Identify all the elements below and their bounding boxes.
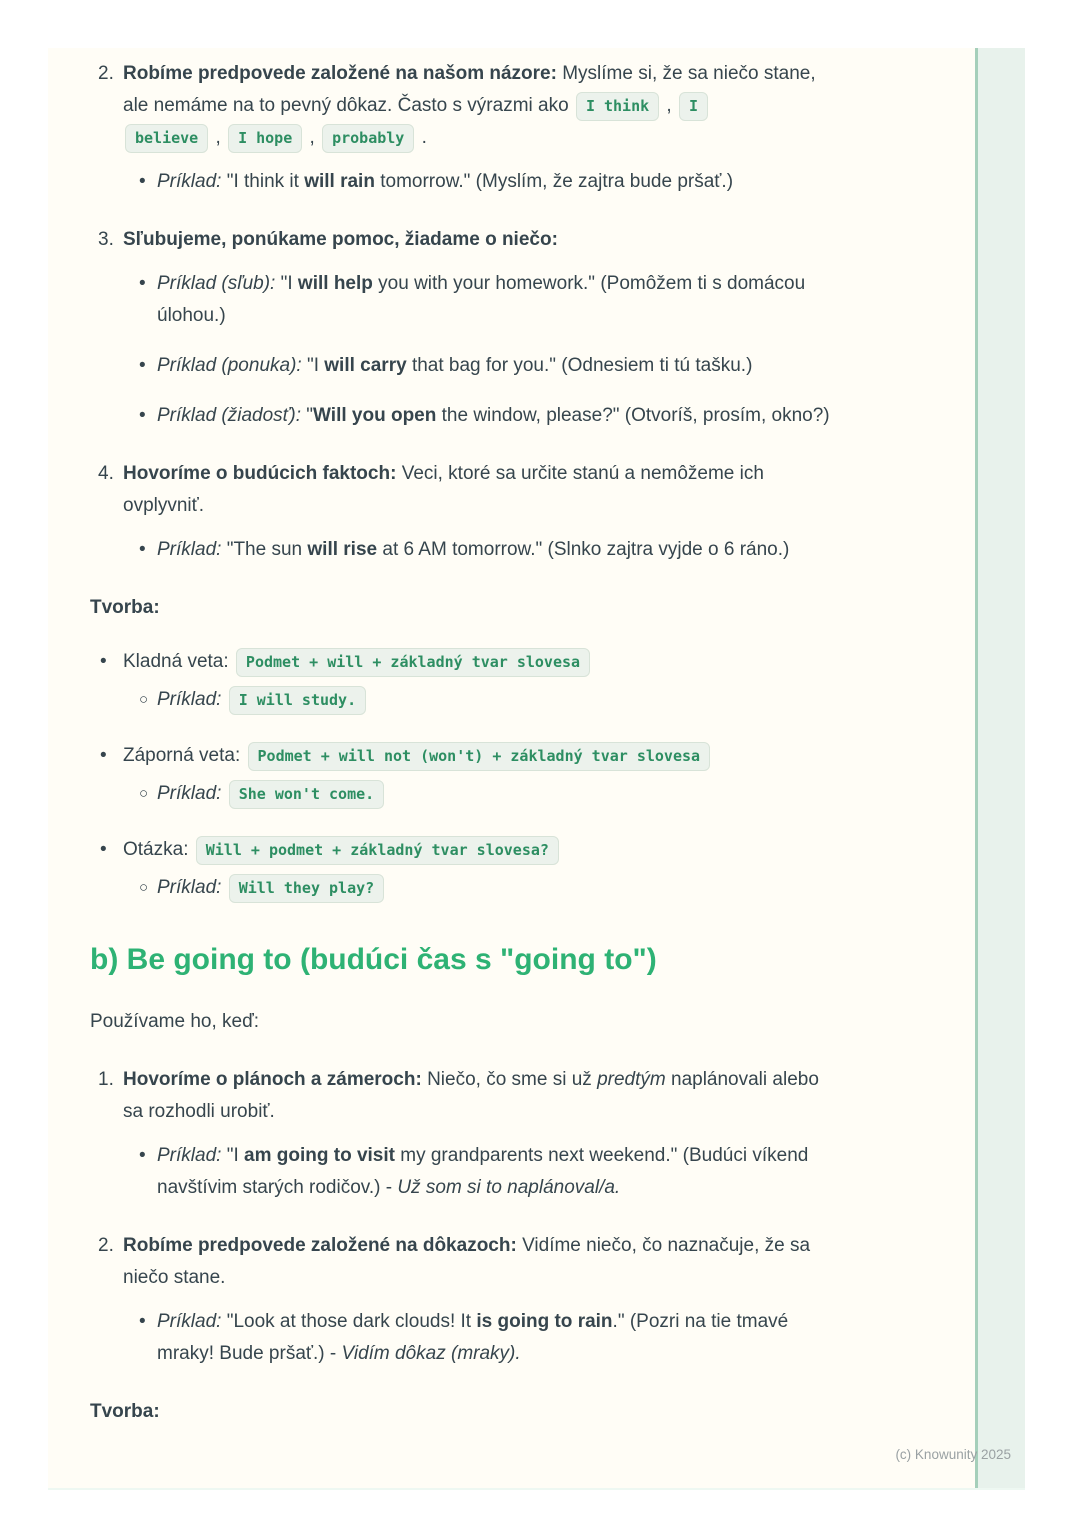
- example-item: [123, 1306, 832, 1370]
- example-label: Príklad:: [157, 1145, 222, 1166]
- bullet-marker: •: [100, 745, 107, 766]
- example-text: "I: [301, 355, 325, 376]
- item-body: Niečo, čo sme si už: [421, 1069, 598, 1090]
- list-item-3: [90, 224, 832, 432]
- example-item: [123, 268, 832, 332]
- page-content: [90, 58, 832, 1450]
- example-bold: will help: [297, 273, 373, 294]
- formula-item: [90, 646, 832, 716]
- bullet-marker: •: [139, 273, 146, 294]
- example-text: the window, please?" (Otvoríš, prosím, okno?): [436, 405, 830, 426]
- example-bold: is going to rain: [476, 1311, 613, 1332]
- circle-marker: ○: [139, 691, 149, 708]
- formula-example: [123, 872, 832, 904]
- code-chip: Will they play?: [229, 874, 384, 903]
- code-chip: I hope: [228, 124, 302, 153]
- tvorba-title: Tvorba:: [90, 1401, 160, 1422]
- section-heading: b) Be going to (budúci čas s "going to"): [90, 943, 657, 976]
- item-number: 1.: [98, 1069, 114, 1090]
- example-item: [123, 400, 832, 432]
- formula-chip: Podmet + will + základný tvar slovesa: [236, 648, 590, 677]
- will-usage-list: [90, 58, 832, 566]
- item-number: 2.: [98, 63, 114, 84]
- example-item: [123, 534, 832, 566]
- separator: ,: [661, 95, 677, 116]
- formula-item: [90, 834, 832, 904]
- code-chip: I: [679, 92, 708, 121]
- item-lead: Hovoríme o budúcich faktoch:: [123, 463, 397, 484]
- item-number: 3.: [98, 229, 114, 250]
- example-bold: will carry: [324, 355, 407, 376]
- bullet-marker: •: [139, 1311, 146, 1332]
- code-chip: believe: [125, 124, 208, 153]
- bullet-marker: •: [139, 355, 146, 376]
- item-lead: Hovoríme o plánoch a zámeroch:: [123, 1069, 422, 1090]
- example-bold: will rain: [304, 171, 375, 192]
- example-label: Príklad (ponuka):: [157, 355, 302, 376]
- example-note: Vidím dôkaz (mraky).: [341, 1343, 521, 1364]
- formula-label: Kladná veta:: [123, 651, 234, 672]
- list-item-2: [90, 1230, 832, 1370]
- example-label: Príklad:: [157, 689, 222, 710]
- bullet-marker: •: [139, 1145, 146, 1166]
- formula-label: Otázka:: [123, 839, 194, 860]
- example-label: Príklad:: [157, 539, 222, 560]
- example-text: at 6 AM tomorrow." (Slnko zajtra vyjde o 6 ráno.): [377, 539, 790, 560]
- example-note: Už som si to naplánoval/a.: [397, 1177, 621, 1198]
- example-text: "I: [275, 273, 298, 294]
- example-label: Príklad:: [157, 877, 222, 898]
- example-bold: will rise: [307, 539, 378, 560]
- formula-chip: Podmet + will not (won't) + základný tvar slovesa: [248, 742, 711, 771]
- tvorba-title: Tvorba:: [90, 597, 160, 618]
- example-label: Príklad:: [157, 783, 222, 804]
- footer-copyright: (c) Knowunity 2025: [895, 1447, 1011, 1462]
- example-bold: am going to visit: [244, 1145, 395, 1166]
- going-to-usage-list: [90, 1064, 832, 1370]
- circle-marker: ○: [139, 879, 149, 896]
- example-text: you with your homework." (Pomôžem ti s domácou úlohou.): [157, 273, 806, 326]
- separator: ,: [304, 127, 321, 148]
- item-number: 2.: [98, 1235, 114, 1256]
- example-label: Príklad:: [157, 171, 222, 192]
- example-text: ." (Pozri na tie tmavé mraky! Bude pršať.) -: [157, 1311, 789, 1364]
- example-text: that bag for you." (Odnesiem ti tú tašku.): [406, 355, 753, 376]
- bullet-marker: •: [100, 651, 107, 672]
- example-item: [123, 1140, 832, 1204]
- list-item-2: [90, 58, 832, 198]
- item-number: 4.: [98, 463, 114, 484]
- code-chip: She won't come.: [229, 780, 384, 809]
- item-body: Veci, ktoré sa určite stanú a nemôžeme ich ovplyvniť.: [123, 463, 764, 516]
- item-lead: Robíme predpovede založené na dôkazoch:: [123, 1235, 517, 1256]
- formula-item: [90, 740, 832, 810]
- example-text: "Look at those dark clouds! It: [221, 1311, 477, 1332]
- example-label: Príklad (sľub):: [157, 273, 276, 294]
- item-lead: Robíme predpovede založené na našom názore:: [123, 63, 557, 84]
- code-chip: I think: [576, 92, 659, 121]
- example-text: "I: [221, 1145, 245, 1166]
- page-edge-strip: [975, 48, 1025, 1488]
- formula-label: Záporná veta:: [123, 745, 246, 766]
- example-item: [123, 350, 832, 382]
- item-body: Vidíme niečo, čo naznačuje, že sa niečo stane.: [123, 1235, 811, 1288]
- item-body-italic: predtým: [597, 1069, 666, 1090]
- example-label: Príklad (žiadosť):: [157, 405, 301, 426]
- item-body: naplánovali alebo sa rozhodli urobiť.: [123, 1069, 819, 1122]
- formula-example: [123, 684, 832, 716]
- code-chip: probably: [322, 124, 414, 153]
- bullet-marker: •: [139, 171, 146, 192]
- bullet-marker: •: [139, 539, 146, 560]
- document-page: [48, 48, 1025, 1490]
- example-text: ": [301, 405, 314, 426]
- circle-marker: ○: [139, 785, 149, 802]
- item-lead: Sľubujeme, ponúkame pomoc, žiadame o niečo:: [123, 229, 558, 250]
- bullet-marker: •: [100, 839, 107, 860]
- example-text: "The sun: [221, 539, 308, 560]
- example-text: tomorrow." (Myslím, že zajtra bude pršať.): [374, 171, 734, 192]
- separator: ,: [210, 127, 227, 148]
- formula-chip: Will + podmet + základný tvar slovesa?: [196, 836, 559, 865]
- example-text: my grandparents next weekend." (Budúci víkend navštívim starých rodičov.) -: [157, 1145, 809, 1198]
- sentence-end: .: [416, 127, 427, 148]
- example-item: [123, 166, 832, 198]
- list-item-1: [90, 1064, 832, 1204]
- code-chip: I will study.: [229, 686, 366, 715]
- example-text: "I think it: [221, 171, 305, 192]
- example-label: Príklad:: [157, 1311, 222, 1332]
- formula-example: [123, 778, 832, 810]
- item-body: Myslíme si, že sa niečo stane, ale nemáme na to pevný dôkaz. Často s výrazmi ako: [123, 63, 816, 116]
- bullet-marker: •: [139, 405, 146, 426]
- list-item-4: [90, 458, 832, 566]
- example-bold: Will you open: [313, 405, 437, 426]
- section-intro: Používame ho, keď:: [90, 1011, 260, 1032]
- tvorba-list: [90, 646, 832, 904]
